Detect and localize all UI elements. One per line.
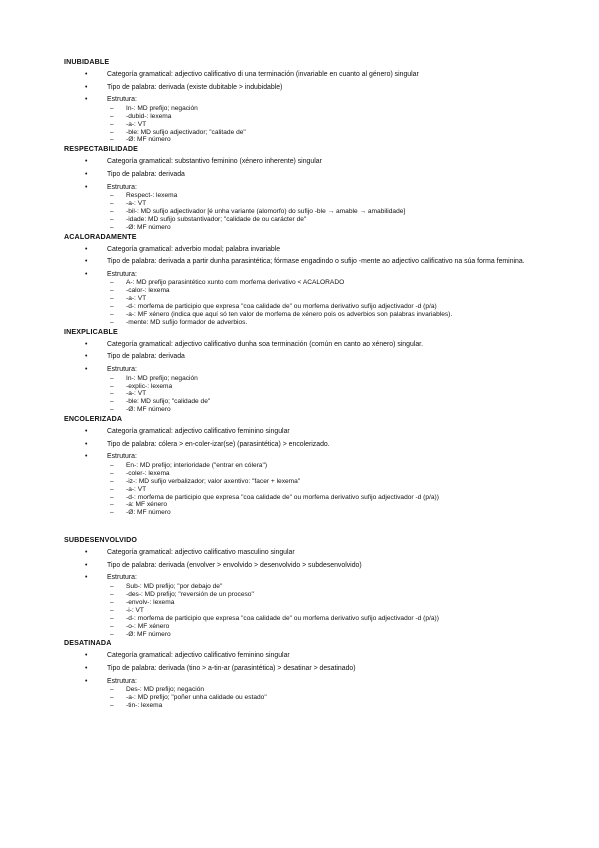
bullet-icon: • <box>85 428 88 436</box>
sub-item <box>64 599 564 607</box>
dash-icon: – <box>110 477 114 485</box>
bullet-item <box>64 428 564 437</box>
bullet-icon: • <box>85 245 88 253</box>
sub-item-text: -mente: MD sufijo formador de adverbios. <box>126 318 248 326</box>
bullet-item <box>64 549 564 558</box>
sub-item <box>64 486 564 494</box>
sub-item <box>64 319 564 327</box>
dash-icon: – <box>110 104 114 112</box>
dash-icon: – <box>110 311 114 319</box>
sub-item <box>64 129 564 137</box>
bullet-icon: • <box>85 96 88 104</box>
bullet-icon: • <box>85 453 88 461</box>
sub-item <box>64 478 564 486</box>
dash-icon: – <box>110 215 114 223</box>
bullet-text: Tipo de palabra: derivada (tino > a-tin-ar (parasintética) > desatinar > desatinado) <box>107 665 356 672</box>
sub-item-text: -dubid-: lexema <box>126 112 172 120</box>
section-heading: ENCOLERIZADA <box>64 415 123 424</box>
bullet-item <box>64 184 564 193</box>
bullet-item <box>64 441 564 450</box>
bullet-text: Categoría gramatical: adjectivo calificativo di una terminación (invariable en cuanto al género) singular <box>107 71 419 78</box>
sub-item-text: -i-: VT <box>126 606 144 614</box>
dash-icon: – <box>110 622 114 630</box>
dash-icon: – <box>110 136 114 144</box>
bullet-text: Tipo de palabra: derivada <box>107 170 185 178</box>
bullet-text: Estrutura: <box>107 677 137 685</box>
sub-item-text: -Ø: MF número <box>126 630 171 638</box>
sub-item <box>64 192 564 200</box>
sub-item <box>64 702 564 710</box>
bullet-item <box>64 84 564 93</box>
bullet-icon: • <box>85 258 88 266</box>
sub-item <box>64 501 564 509</box>
bullet-icon: • <box>85 83 88 91</box>
sub-item-text: -a-: VT <box>126 295 147 303</box>
bullet-item <box>64 453 564 462</box>
bullet-text: Estrutura: <box>107 574 137 582</box>
dash-icon: – <box>110 598 114 606</box>
dash-icon: – <box>110 279 114 287</box>
dash-icon: – <box>110 493 114 501</box>
bullet-icon: • <box>85 549 88 557</box>
sub-item-text: -idade: MD sufijo substantivador; "calidade de ou carácter de" <box>126 215 307 223</box>
sub-item <box>64 136 564 144</box>
dash-icon: – <box>110 207 114 215</box>
dash-icon: – <box>110 200 114 207</box>
sub-item-text: In-: MD prefijo; negación <box>126 374 198 382</box>
bullet-item <box>64 341 564 350</box>
section-heading: SUBDESENVOLVIDO <box>64 536 138 545</box>
sub-item <box>64 694 564 702</box>
bullet-item <box>64 158 564 167</box>
dash-icon: – <box>110 406 114 414</box>
bullet-item <box>64 652 564 661</box>
sub-item-text: -bil-: MD sufijo adjectivador [é unha variante (alomorfo) do sufijo -ble → amable → amabilidade] <box>126 207 406 215</box>
bullet-icon: • <box>85 574 88 582</box>
document-content <box>64 57 564 710</box>
section-heading: ACALORADAMENTE <box>64 232 137 241</box>
bullet-text: Categoría gramatical: adjectivo calificativo feminino singular <box>107 652 290 660</box>
bullet-item <box>64 366 564 375</box>
sub-item-text: -Ø: MF número <box>126 136 171 144</box>
bullet-icon: • <box>85 440 88 448</box>
sub-item-text: -a-: VT <box>126 200 147 207</box>
sub-item-text: -o-: MF xénero <box>126 622 170 630</box>
bullet-icon: • <box>85 561 88 569</box>
sub-item-text: -a: MF xénero <box>126 501 168 509</box>
sub-item-text: -Ø: MF número <box>126 223 171 231</box>
sub-item <box>64 607 564 615</box>
sub-item-text: -d-: morfema de participio que expresa "coa calidade de" ou morfema derivativo sufijo adjectivador -d (p/a)) <box>126 493 439 501</box>
dash-icon: – <box>110 590 114 598</box>
sub-item-text: -ble: MD sufijo; "calidade de" <box>126 398 211 406</box>
dash-icon: – <box>110 485 114 493</box>
section-heading: INUBIDABLE <box>64 58 110 66</box>
bullet-item <box>64 71 564 80</box>
dash-icon: – <box>110 398 114 406</box>
bullet-icon: • <box>85 353 88 361</box>
bullet-icon: • <box>85 270 88 278</box>
bullet-text: Tipo de palabra: derivada <box>107 353 185 361</box>
dash-icon: – <box>110 303 114 311</box>
dash-icon: – <box>110 614 114 622</box>
bullet-item <box>64 258 564 267</box>
sub-item-text: -d-: morfema de participio que expresa "coa calidade de" ou morfema derivativo sufijo adjectivador -d (p/a)) <box>126 614 439 622</box>
bullet-text: Categoría gramatical: adjectivo calificativo dunha soa terminación (común en canto ao xénero) singular. <box>107 340 423 348</box>
dash-icon: – <box>110 702 114 709</box>
sub-item-text: -coler-: lexema <box>126 469 170 477</box>
bullet-text: Tipo de palabra: derivada (existe dubitable > indubidable) <box>107 83 283 91</box>
bullet-item <box>64 246 564 255</box>
sub-item <box>64 631 564 639</box>
dash-icon: – <box>110 128 114 136</box>
sub-item <box>64 406 564 414</box>
dash-icon: – <box>110 583 114 591</box>
sub-item <box>64 311 564 319</box>
dash-icon: – <box>110 461 114 469</box>
sub-item <box>64 462 564 470</box>
sub-item <box>64 583 564 591</box>
sub-item-text: -Ø: MF número <box>126 509 171 517</box>
dash-icon: – <box>110 382 114 390</box>
bullet-item <box>64 271 564 280</box>
sub-item <box>64 591 564 599</box>
bullet-text: Categoría gramatical: adverbio modal; palabra invariable <box>107 245 281 253</box>
dash-icon: – <box>110 223 114 231</box>
sub-item-text: -a-: VT <box>126 390 147 398</box>
bullet-icon: • <box>85 665 88 672</box>
section-spacer <box>64 517 564 535</box>
bullet-icon: • <box>85 677 88 685</box>
bullet-icon: • <box>85 183 88 191</box>
section-heading: RESPECTABILIDADE <box>64 145 138 154</box>
bullet-text: Estrutura: <box>107 366 137 374</box>
dash-icon: – <box>110 295 114 303</box>
bullet-item <box>64 665 564 674</box>
sub-item <box>64 208 564 216</box>
bullet-text: Tipo de palabra: derivada a partir dunha parasintética; fórmase engadindo o sufijo -mente ao adjectivo calificativo na súa forma feminina. <box>107 258 525 266</box>
bullet-text: Categoría gramatical: adjectivo calificativo feminino singular <box>107 428 290 436</box>
bullet-text: Categoría gramatical: substantivo feminino (xénero inherente) singular <box>107 158 322 166</box>
dash-icon: – <box>110 694 114 702</box>
bullet-text: Estrutura: <box>107 270 137 278</box>
bullet-item <box>64 353 564 362</box>
dash-icon: – <box>110 509 114 517</box>
sub-item-text: In-: MD prefijo; negación <box>126 104 198 112</box>
bullet-text: Tipo de palabra: cólera > en-coler-izar(se) (parasintética) > encolerizado. <box>107 440 330 448</box>
bullet-text: Tipo de palabra: derivada (envolver > envolvido > desenvolvido > subdesenvolvido) <box>107 561 362 569</box>
dash-icon: – <box>110 120 114 128</box>
sub-item-text: -calor-: lexema <box>126 287 170 295</box>
sub-item <box>64 105 564 113</box>
dash-icon: – <box>110 630 114 638</box>
sub-item <box>64 295 564 303</box>
bullet-icon: • <box>85 340 88 348</box>
bullet-item <box>64 171 564 180</box>
sub-item-text: -a-: MF xénero (indica que aquí só ten valor de morfema de xénero pois os adverbios son palabras invariables). <box>126 311 453 319</box>
sub-item <box>64 398 564 406</box>
dash-icon: – <box>110 469 114 477</box>
sub-item <box>64 390 564 398</box>
sub-item <box>64 623 564 631</box>
sub-item-text: -iz-: MD sufijo verbalizador; valor axentivo: "facer + lexema" <box>126 477 301 485</box>
sub-item <box>64 279 564 287</box>
sub-item <box>64 470 564 478</box>
sub-item-text: -tin-: lexema <box>126 702 163 709</box>
bullet-text: Estrutura: <box>107 453 137 461</box>
bullet-icon: • <box>85 366 88 374</box>
bullet-item <box>64 96 564 105</box>
bullet-text: Categoría gramatical: adjectivo calificativo masculino singular <box>107 549 295 557</box>
sub-item <box>64 113 564 121</box>
bullet-item <box>64 678 564 687</box>
dash-icon: – <box>110 374 114 382</box>
sub-item <box>64 615 564 623</box>
sub-item <box>64 200 564 208</box>
sub-item-text: -a-: MD prefijo; "poñer unha calidade ou estado" <box>126 694 267 702</box>
sub-item <box>64 375 564 383</box>
bullet-text: Estrutura: <box>107 183 137 191</box>
bullet-item <box>64 562 564 571</box>
sub-item <box>64 494 564 502</box>
sub-item-text: Respect-: lexema <box>126 192 178 200</box>
bullet-icon: • <box>85 158 88 166</box>
sub-item <box>64 216 564 224</box>
bullet-item <box>64 574 564 583</box>
dash-icon: – <box>110 112 114 120</box>
bullet-icon: • <box>85 652 88 660</box>
sub-item-text: Sub-: MD prefijo; "por debajo de" <box>126 583 223 591</box>
sub-item <box>64 509 564 517</box>
bullet-text: Estrutura: <box>107 96 137 104</box>
sub-item-text: -des-: MD prefijo; "reversión de un proceso" <box>126 590 254 598</box>
sub-item-text: -Ø: MF número <box>126 406 171 414</box>
dash-icon: – <box>110 606 114 614</box>
sub-item <box>64 303 564 311</box>
sub-item <box>64 224 564 232</box>
sub-item-text: En-: MD prefijo; interioridade ("entrar en cólera") <box>126 461 268 469</box>
section-heading: DESATINADA <box>64 639 112 648</box>
dash-icon: – <box>110 390 114 398</box>
dash-icon: – <box>110 318 114 326</box>
bullet-icon: • <box>85 170 88 178</box>
sub-item-text: -a-: VT <box>126 120 147 128</box>
dash-icon: – <box>110 287 114 295</box>
dash-icon: – <box>110 501 114 509</box>
sub-item <box>64 287 564 295</box>
sub-item-text: -d-: morfema de participio que expresa "coa calidade de" ou morfema derivativo sufijo adjectivador -d (p/a) <box>126 303 437 311</box>
bullet-icon: • <box>85 71 88 78</box>
sub-item <box>64 686 564 694</box>
sub-item-text: -a-: VT <box>126 485 147 493</box>
sub-item-text: A-: MD prefijo parasintético xunto com morfema derivativo < ACALORADO <box>126 279 345 287</box>
sub-item <box>64 383 564 391</box>
sub-item-text: -explic-: lexema <box>126 382 173 390</box>
sub-item <box>64 121 564 129</box>
sub-item-text: -envolv-: lexema <box>126 598 175 606</box>
dash-icon: – <box>110 192 114 200</box>
sub-item-text: Des-: MD prefijo; negación <box>126 686 205 694</box>
sub-item-text: -ble: MD sufijo adjectivador; "calitade de" <box>126 128 246 136</box>
dash-icon: – <box>110 686 114 694</box>
section-heading: INEXPLICABLE <box>64 327 118 336</box>
